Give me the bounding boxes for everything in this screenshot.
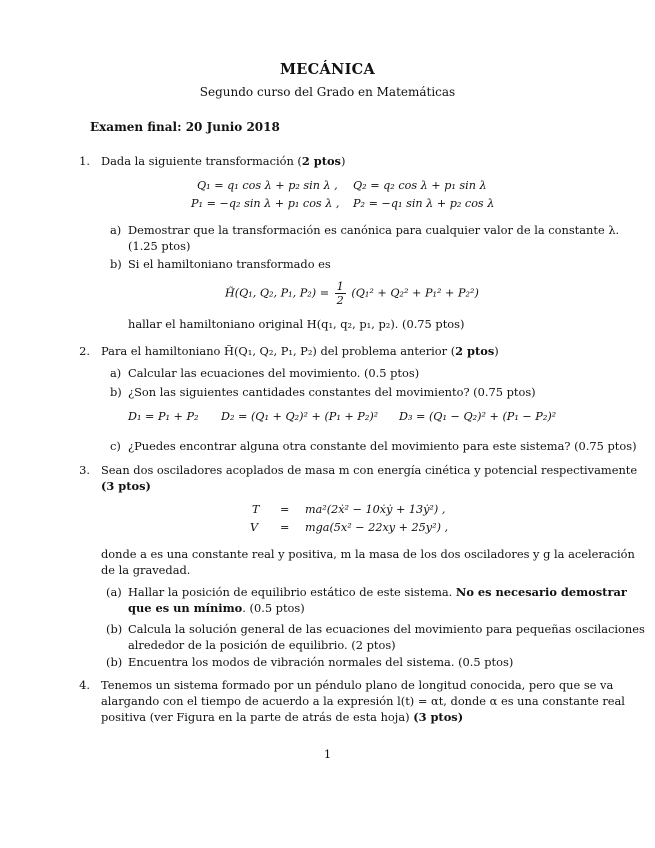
one-half-fraction bbox=[335, 280, 346, 307]
question-2a-label: a) bbox=[110, 366, 122, 380]
question-3a-label: (a) bbox=[106, 585, 122, 599]
question-1a-points: (1.25 ptos) bbox=[128, 239, 191, 253]
question-3b-text-2: alrededor de la posición de equilibrio. (2 ptos) bbox=[128, 638, 396, 652]
exam-heading: Examen final: 20 Junio 2018 bbox=[90, 120, 280, 134]
question-1a-label: a) bbox=[110, 223, 122, 237]
potential-energy-lhs: V bbox=[250, 521, 259, 534]
question-1b-label: b) bbox=[110, 257, 122, 271]
question-3-text-2: de la gravedad. bbox=[101, 563, 191, 577]
question-2-number: 2. bbox=[79, 344, 90, 358]
question-3a-text: Hallar la posición de equilibrio estático de este sistema. No es necesario demostrar bbox=[128, 585, 627, 599]
question-3b-label: (b) bbox=[106, 622, 123, 636]
page-number: 1 bbox=[323, 747, 332, 761]
question-2c-text: ¿Puedes encontrar alguna otra constante del movimiento para este sistema? (0.75 ptos) bbox=[128, 439, 637, 453]
fraction-numerator: 1 bbox=[336, 280, 344, 293]
hamiltonian-lhs: H̃(Q₁, Q₂, P₁, P₂) = bbox=[225, 286, 330, 300]
question-2c-label: c) bbox=[110, 439, 121, 453]
question-4-number: 4. bbox=[79, 678, 90, 692]
question-3-number: 3. bbox=[79, 463, 90, 477]
equation-Q1: Q₁ = q₁ cos λ + p₂ sin λ , bbox=[197, 179, 338, 192]
question-2-intro: Para el hamiltoniano H̃(Q₁, Q₂, P₁, P₂) del problema anterior (2 ptos) bbox=[101, 344, 499, 358]
potential-energy-rhs: mga(5x² − 22xy + 25y²) , bbox=[305, 521, 449, 534]
kinetic-energy-equals: = bbox=[280, 503, 290, 516]
question-4-text-1: Tenemos un sistema formado por un péndulo plano de longitud conocida, pero que se va bbox=[101, 678, 614, 692]
fraction-denominator: 2 bbox=[336, 294, 344, 307]
equation-D3: D₃ = (Q₁ − Q₂)² + (P₁ − P₂)² bbox=[399, 410, 557, 423]
hamiltonian-equation bbox=[225, 280, 479, 307]
question-4-text-2: alargando con el tiempo de acuerdo a la expresión l(t) = αt, donde α es una constante real bbox=[101, 694, 625, 708]
equation-D2: D₂ = (Q₁ + Q₂)² + (P₁ + P₂)² bbox=[221, 410, 379, 423]
question-3c-label: (b) bbox=[106, 655, 123, 669]
equation-P1: P₁ = −q₂ sin λ + p₁ cos λ , bbox=[191, 197, 340, 210]
kinetic-energy-lhs: T bbox=[252, 503, 260, 516]
question-2b-text: ¿Son las siguientes cantidades constantes del movimiento? (0.75 ptos) bbox=[128, 385, 536, 399]
question-1b-text-2: hallar el hamiltoniano original H(q₁, q₂, p₁, p₂). (0.75 ptos) bbox=[128, 317, 465, 331]
question-3c-text: Encuentra los modos de vibración normales del sistema. (0.5 ptos) bbox=[128, 655, 514, 669]
question-2-points: 2 ptos bbox=[455, 344, 495, 358]
hamiltonian-rhs: (Q₁² + Q₂² + P₁² + P₂²) bbox=[351, 286, 479, 300]
question-1b-text: Si el hamiltoniano transformado es bbox=[128, 257, 331, 271]
question-1-points: 2 ptos bbox=[301, 154, 341, 168]
page-subtitle: Segundo curso del Grado en Matemáticas bbox=[199, 85, 456, 99]
question-2a-text: Calcular las ecuaciones del movimiento. (0.5 ptos) bbox=[128, 366, 420, 380]
page-title: MECÁNICA bbox=[279, 61, 376, 78]
kinetic-energy-rhs: ma²(2ẋ² − 10ẋẏ + 13ẏ²) , bbox=[305, 503, 446, 516]
question-1a-text: Demostrar que la transformación es canónica para cualquier valor de la constante λ. bbox=[128, 223, 620, 237]
question-4-points: (3 ptos) bbox=[413, 710, 464, 724]
equation-P2: P₂ = −q₁ sin λ + p₂ cos λ bbox=[353, 197, 495, 210]
question-3b-text: Calcula la solución general de las ecuaciones del movimiento para pequeñas oscilaciones bbox=[128, 622, 645, 636]
question-3-points: (3 ptos) bbox=[101, 479, 151, 493]
potential-energy-equals: = bbox=[280, 521, 290, 534]
question-1-number: 1. bbox=[79, 154, 90, 168]
equation-Q2: Q₂ = q₂ cos λ + p₁ sin λ bbox=[353, 179, 487, 192]
question-4-text-3: positiva (ver Figura en la parte de atrás de esta hoja) (3 ptos) bbox=[101, 710, 464, 724]
question-3a-text-2: que es un mínimo. (0.5 ptos) bbox=[128, 601, 305, 615]
question-1-intro: Dada la siguiente transformación (2 ptos) bbox=[101, 154, 346, 168]
question-2b-label: b) bbox=[110, 385, 122, 399]
question-3-intro: Sean dos osciladores acoplados de masa m con energía cinética y potencial respectivamente bbox=[101, 463, 638, 477]
equation-D1: D₁ = P₁ + P₂ bbox=[128, 410, 199, 423]
question-3-text-1: donde a es una constante real y positiva, m la masa de los dos osciladores y g la aceleración bbox=[101, 547, 635, 561]
